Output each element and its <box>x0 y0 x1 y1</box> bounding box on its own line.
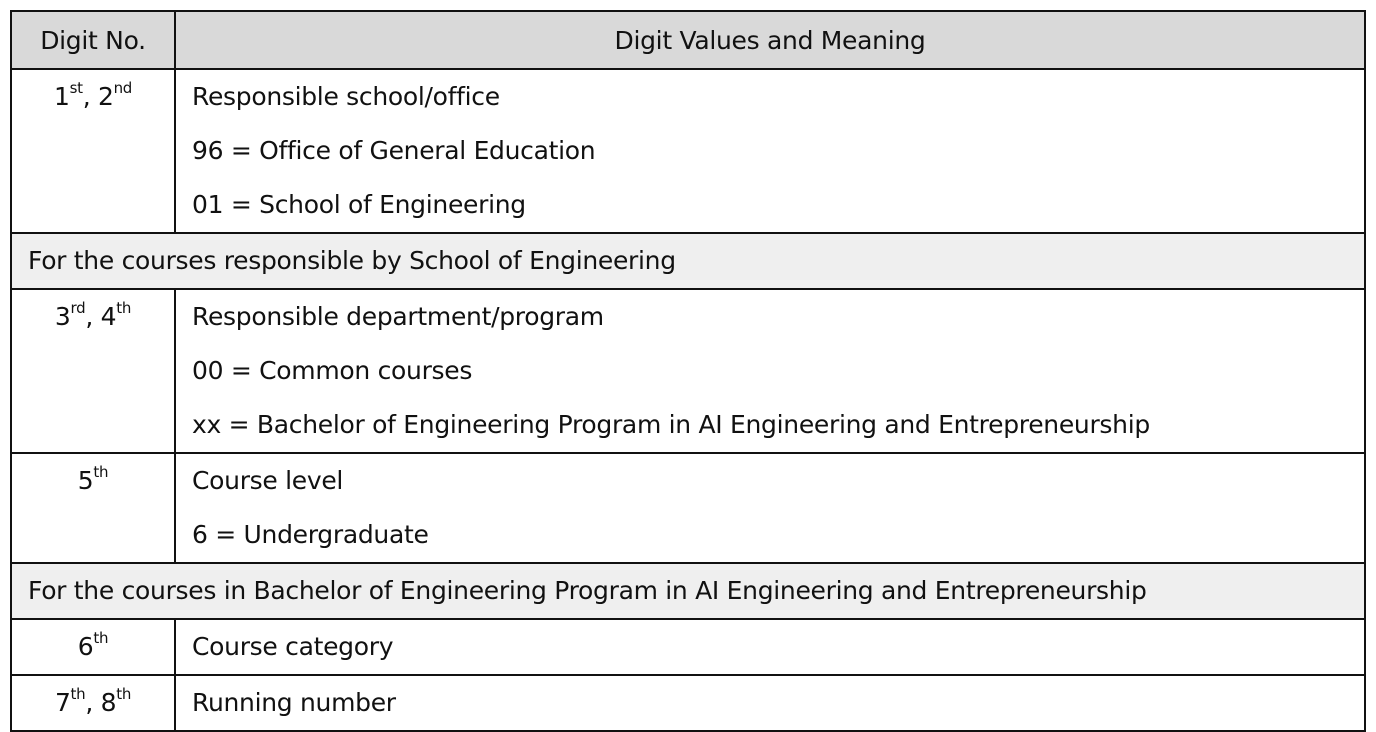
digit-cell: 3rd, 4th <box>11 289 175 453</box>
digit-number: 6 <box>77 632 94 661</box>
table-row <box>11 619 1365 675</box>
digit-ordinal-suffix: th <box>93 629 109 647</box>
meaning-line: Course level <box>192 466 344 495</box>
digit-ordinal-suffix: nd <box>113 79 133 97</box>
digit-ordinal-suffix: th <box>70 685 86 703</box>
meaning-line: Responsible department/program <box>192 302 604 331</box>
meaning-cell <box>175 69 1365 233</box>
section-row <box>11 233 1365 289</box>
digit-number: 5 <box>77 466 94 495</box>
digit-number: 2 <box>97 82 114 111</box>
meaning-line: Running number <box>192 688 396 717</box>
meaning-line: Course category <box>192 632 394 661</box>
digit-cell: 7th, 8th <box>11 675 175 731</box>
meaning-line: 6 = Undergraduate <box>192 520 429 549</box>
digit-cell <box>11 453 175 563</box>
digit-meaning-header: Digit Values and Meaning <box>175 11 1365 69</box>
digit-cell: 1st, 2nd <box>11 69 175 233</box>
digit-ordinal-suffix: th <box>116 299 132 317</box>
section-label: For the courses responsible by School of Engineering <box>11 233 1365 289</box>
digit-cell <box>11 619 175 675</box>
digit-number: 8 <box>100 688 117 717</box>
table-row <box>11 69 1365 233</box>
meaning-line: xx = Bachelor of Engineering Program in AI Engineering and Entrepreneurship <box>192 410 1150 439</box>
digit-ordinal-suffix: th <box>116 685 132 703</box>
section-label: For the courses in Bachelor of Engineering Program in AI Engineering and Entrepreneurship <box>11 563 1365 619</box>
table-header-row <box>11 11 1365 69</box>
meaning-line: Responsible school/office <box>192 82 500 111</box>
meaning-line: 96 = Office of General Education <box>192 136 596 165</box>
digit-ordinal-suffix: rd <box>70 299 86 317</box>
digit-number: 7 <box>54 688 71 717</box>
meaning-line: 01 = School of Engineering <box>192 190 526 219</box>
digit-ordinal-suffix: th <box>93 463 109 481</box>
table-row <box>11 675 1365 731</box>
section-row <box>11 563 1365 619</box>
digit-ordinal-suffix: st <box>69 79 83 97</box>
digit-number: 1 <box>53 82 70 111</box>
meaning-cell <box>175 289 1365 453</box>
meaning-cell <box>175 675 1365 731</box>
table-row <box>11 289 1365 453</box>
digit-number: 3 <box>54 302 71 331</box>
meaning-cell <box>175 619 1365 675</box>
meaning-cell <box>175 453 1365 563</box>
meaning-line: 00 = Common courses <box>192 356 473 385</box>
digit-number: 4 <box>100 302 117 331</box>
table-row <box>11 453 1365 563</box>
course-code-table <box>10 10 1366 732</box>
digit-no-header: Digit No. <box>11 11 175 69</box>
